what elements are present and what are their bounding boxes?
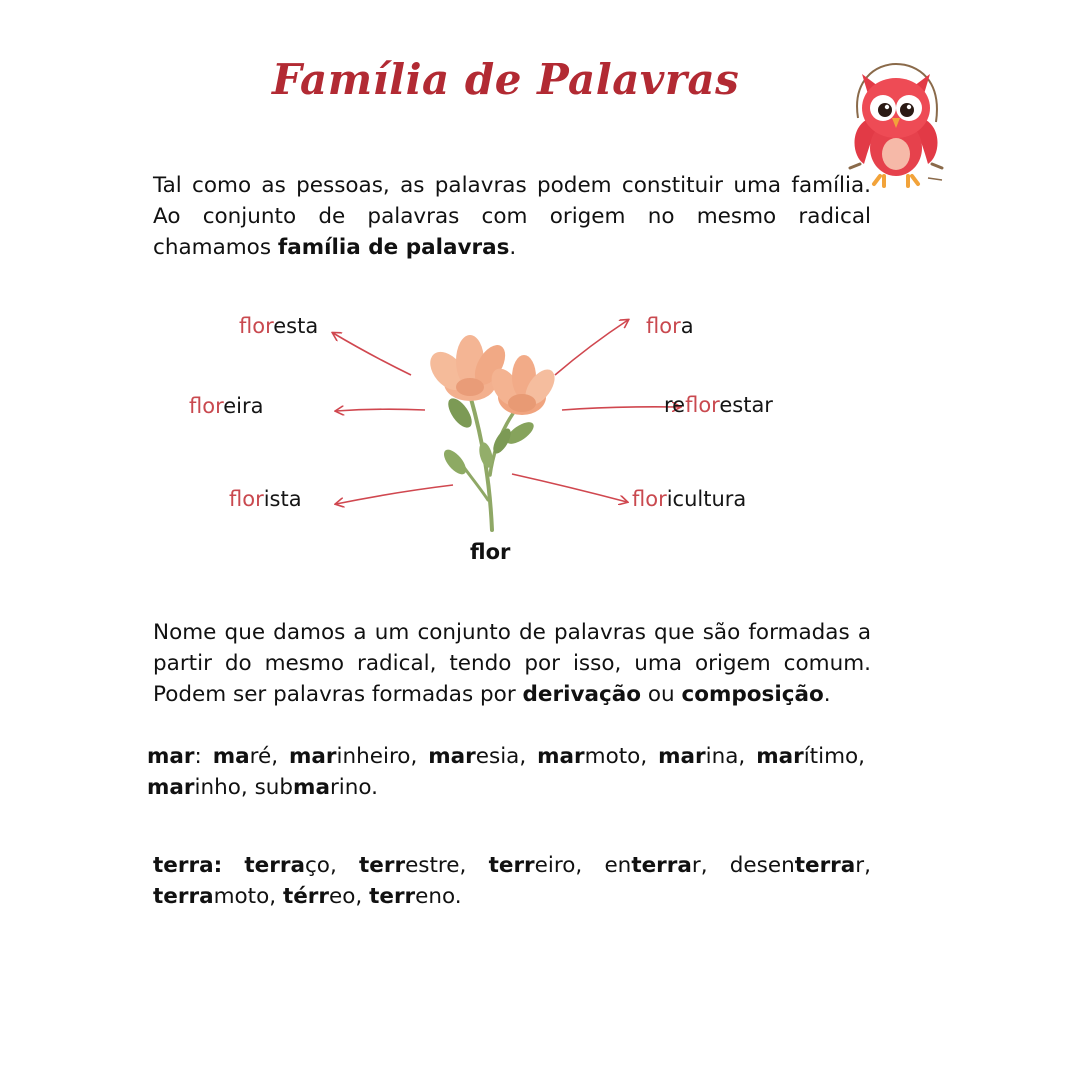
- page-title: Família de Palavras: [272, 55, 740, 104]
- text-segment: ré,: [249, 744, 289, 769]
- text-segment: inheiro,: [336, 744, 429, 769]
- text-segment: ítimo,: [803, 744, 866, 769]
- word-root: flor: [685, 393, 720, 417]
- intro-bold-term: família de palavras: [277, 235, 510, 260]
- word-flora: flora: [646, 314, 694, 338]
- bold-root: mar: [428, 744, 476, 769]
- word-root: flor: [239, 314, 274, 338]
- flower-illustration: [410, 325, 570, 540]
- bold-derivacao: derivação: [522, 682, 641, 707]
- bold-root: mar: [537, 744, 585, 769]
- text-segment: :: [194, 744, 213, 769]
- word-florista: florista: [229, 487, 302, 511]
- bold-root: terra: [794, 853, 856, 878]
- bold-root: terra:: [153, 853, 223, 878]
- word-root: flor: [229, 487, 264, 511]
- word-floreira: floreira: [189, 394, 264, 418]
- bold-root: mar: [147, 775, 195, 800]
- intro-paragraph: Tal como as pessoas, as palavras podem constituir uma família. Ao conjunto de palavras com origem no mesmo radical chamamos família de palavras.: [153, 173, 871, 260]
- word-floricultura: floricultura: [632, 487, 747, 511]
- text-segment: moto,: [584, 744, 659, 769]
- arrow-reflorestar: [562, 407, 680, 410]
- text-segment: inho, sub: [194, 775, 294, 800]
- bold-root: terra: [244, 853, 305, 878]
- text-segment: estre,: [405, 853, 489, 878]
- text-segment: moto,: [213, 884, 283, 909]
- example-mar: [147, 741, 865, 803]
- text-segment: ina,: [705, 744, 757, 769]
- bold-root: mar: [147, 744, 195, 769]
- word-root: flor: [632, 487, 667, 511]
- bold-root: terr: [488, 853, 535, 878]
- bold-root: mar: [289, 744, 337, 769]
- word-reflorestar: reflorestar: [664, 393, 773, 417]
- bold-root: térr: [282, 884, 330, 909]
- text-segment: eno.: [415, 884, 462, 909]
- bold-root: terr: [369, 884, 416, 909]
- arrow-floresta: [333, 333, 411, 375]
- text-segment: [222, 853, 244, 878]
- text-segment: eiro, en: [534, 853, 632, 878]
- word-root: flor: [189, 394, 224, 418]
- bold-root: ma: [212, 744, 250, 769]
- bold-root: terr: [359, 853, 406, 878]
- bold-root: mar: [756, 744, 804, 769]
- definition-paragraph: Nome que damos a um conjunto de palavras que são formadas a partir do mesmo radical, tendo por isso, uma origem comum. Podem ser palavras formadas por derivação ou composição.: [153, 620, 871, 707]
- bold-root: ma: [293, 775, 330, 800]
- bold-composicao: composição: [681, 682, 824, 707]
- text-segment: esia,: [475, 744, 538, 769]
- text-segment: eo,: [329, 884, 370, 909]
- text-segment: r,: [855, 853, 871, 878]
- bold-root: terra: [153, 884, 214, 909]
- word-root: flor: [646, 314, 681, 338]
- text-segment: rino.: [329, 775, 379, 800]
- text-segment: ço,: [304, 853, 359, 878]
- example-terra: [153, 850, 871, 912]
- bold-root: mar: [658, 744, 706, 769]
- diagram-center-word: flor: [470, 540, 511, 564]
- word-floresta: floresta: [239, 314, 319, 338]
- bold-root: terra: [631, 853, 692, 878]
- text-segment: r, desen: [691, 853, 795, 878]
